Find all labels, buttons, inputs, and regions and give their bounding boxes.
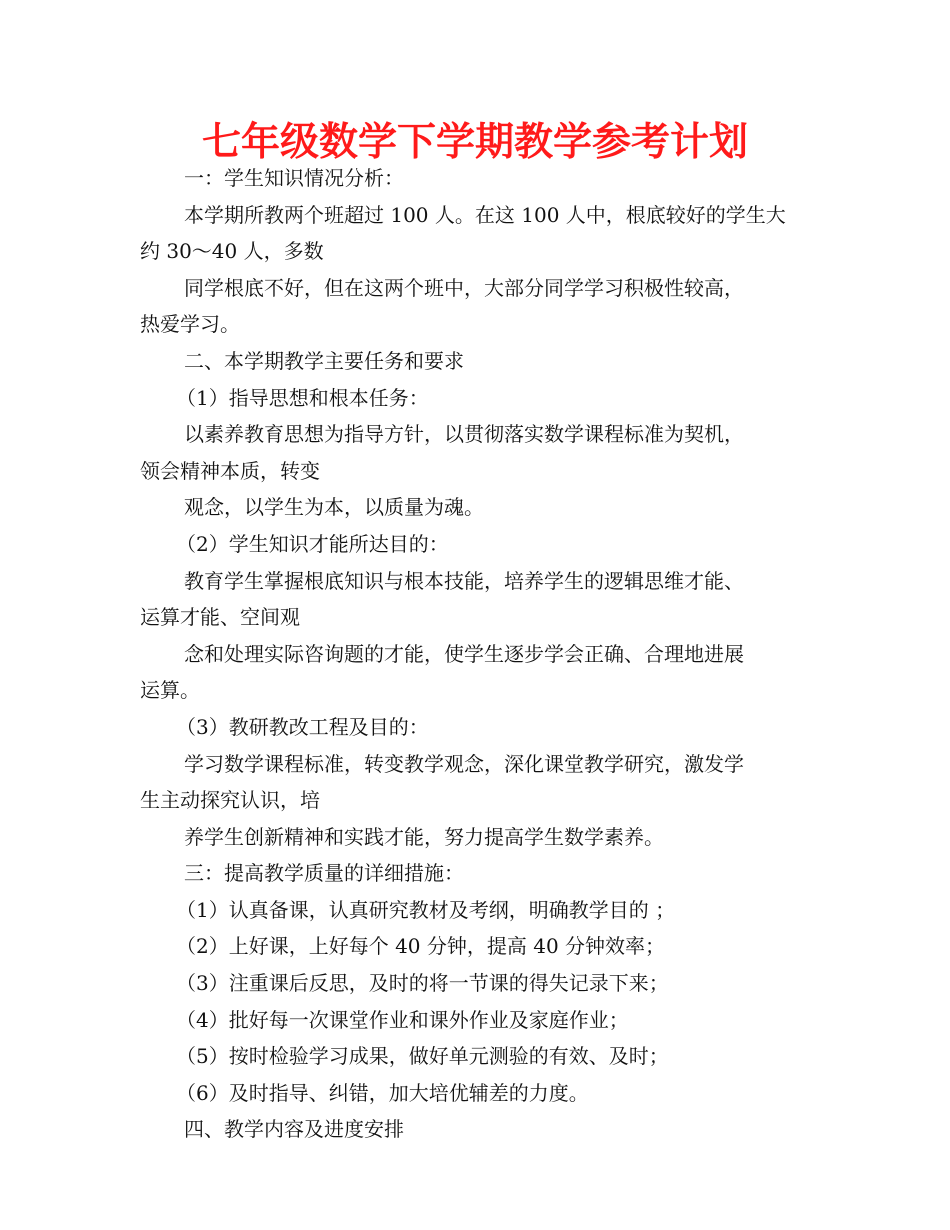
paragraph-line: 热爱学习。 (140, 312, 240, 337)
subsection-heading: （3）教研教改工程及目的： (176, 714, 429, 739)
paragraph-line: 念和处理实际咨询题的才能，使学生逐步学会正确、合理地进展 (184, 641, 744, 666)
subsection-heading: （2）学生知识才能所达目的： (176, 531, 449, 556)
paragraph-line: 约 30～40 人，多数 (140, 239, 324, 264)
section-heading-1: 一：学生知识情况分析： (184, 166, 404, 190)
paragraph-line: 以素养教育思想为指导方针，以贯彻落实数学课程标准为契机， (184, 422, 744, 447)
list-item: （5）按时检验学习成果，做好单元测验的有效、及时； (176, 1044, 669, 1069)
paragraph-line: 领会精神本质，转变 (140, 458, 320, 483)
list-item: （3）注重课后反思，及时的将一节课的得失记录下来； (176, 971, 669, 996)
subsection-heading: （1）指导思想和根本任务： (176, 385, 429, 410)
list-item: （2）上好课，上好每个 40 分钟，提高 40 分钟效率； (176, 934, 666, 959)
document-body (140, 160, 810, 1148)
section-heading-2: 二、本学期教学主要任务和要求 (184, 348, 464, 373)
paragraph-line: 同学根底不好，但在这两个班中，大部分同学学习积极性较高， (184, 275, 744, 300)
section-heading-4: 四、教学内容及进度安排 (184, 1117, 404, 1142)
list-item: （6）及时指导、纠错，加大培优辅差的力度。 (176, 1080, 589, 1105)
paragraph-line: 教育学生掌握根底知识与根本技能，培养学生的逻辑思维才能、 (184, 568, 744, 593)
section-heading-3: 三：提高教学质量的详细措施： (184, 861, 464, 886)
paragraph-line: 观念，以学生为本，以质量为魂。 (184, 495, 484, 520)
list-item: （4）批好每一次课堂作业和课外作业及家庭作业； (176, 1007, 629, 1032)
paragraph-line: 本学期所教两个班超过 100 人。在这 100 人中，根底较好的学生大 (184, 202, 786, 227)
paragraph-line: 运算。 (140, 678, 200, 703)
paragraph-line: 运算才能、空间观 (140, 605, 300, 630)
paragraph-line: 养学生创新精神和实践才能，努力提高学生数学素养。 (184, 824, 664, 849)
paragraph-line: 学习数学课程标准，转变教学观念，深化课堂教学研究，激发学 (184, 751, 744, 776)
list-item: （1）认真备课，认真研究教材及考纲，明确教学目的 ； (176, 897, 676, 922)
document-title: 七年级数学下学期教学参考计划 (201, 120, 748, 165)
paragraph-line: 生主动探究认识，培 (140, 788, 320, 813)
